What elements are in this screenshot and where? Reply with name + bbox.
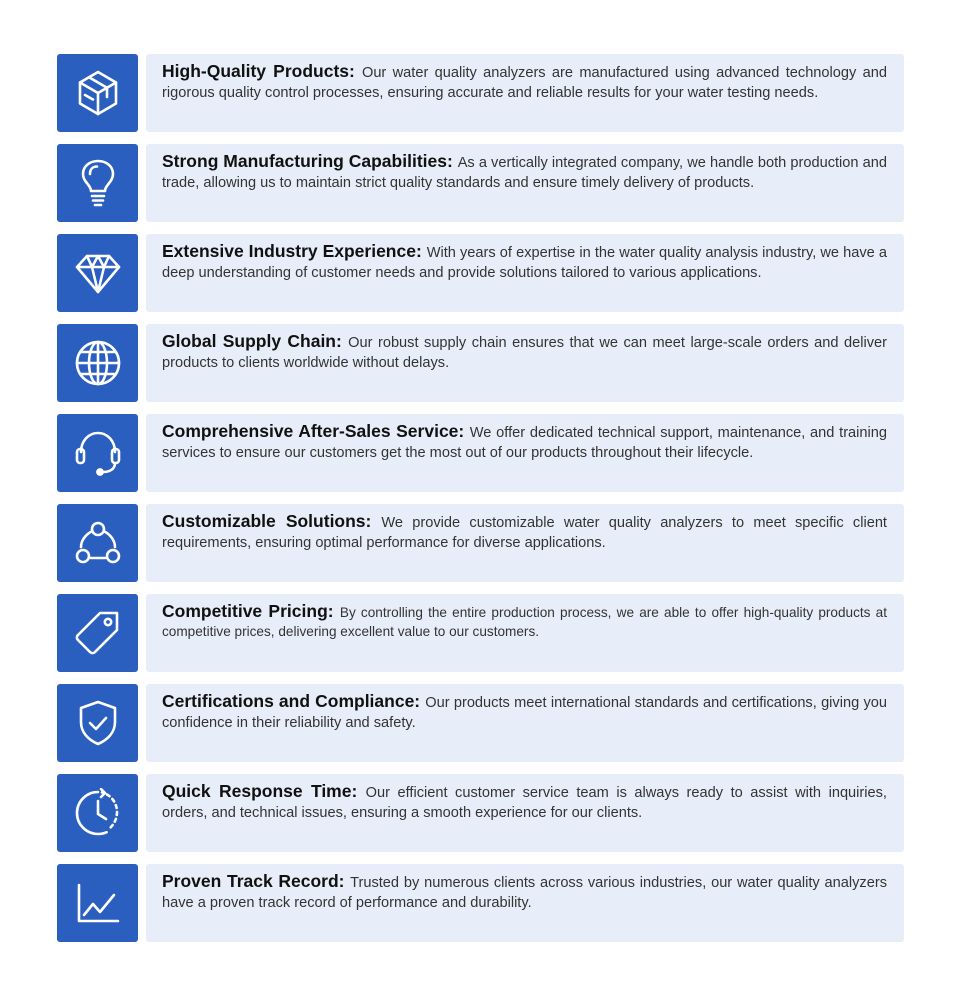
feature-description: By controlling the entire production process, we are able to offer high-quality products at competitive prices, delivering excellent value to our customers. <box>162 605 888 639</box>
feature-text <box>146 234 904 312</box>
feature-after-sales-service <box>57 414 904 492</box>
feature-text <box>146 774 904 852</box>
network-icon <box>57 504 138 582</box>
feature-text <box>146 54 904 132</box>
feature-certifications-compliance <box>57 684 904 762</box>
feature-text <box>146 684 904 762</box>
lightbulb-icon <box>57 144 138 222</box>
price-tag-icon <box>57 594 138 672</box>
feature-description: We provide customizable water quality analyzers to meet specific client requirements, ensuring optimal performance for diverse applications. <box>162 515 887 551</box>
cube-icon <box>57 54 138 132</box>
feature-description: As a vertically integrated company, we handle both production and trade, allowing us to maintain strict quality standards and ensure timely delivery of products. <box>162 155 887 191</box>
feature-title: Competitive Pricing: <box>162 601 340 621</box>
feature-description: Our water quality analyzers are manufactured using advanced technology and rigorous quality control processes, ensuring accurate and reliable results for your water testing needs. <box>162 65 887 101</box>
feature-title: Comprehensive After-Sales Service: <box>162 421 470 441</box>
feature-quick-response-time <box>57 774 904 852</box>
feature-description: Our robust supply chain ensures that we can meet large-scale orders and deliver products to clients worldwide without delays. <box>162 335 888 371</box>
feature-manufacturing-capabilities <box>57 144 904 222</box>
feature-text <box>146 324 904 402</box>
feature-title: Extensive Industry Experience: <box>162 241 427 261</box>
feature-description: We offer dedicated technical support, maintenance, and training services to ensure our customers get the most out of our products throughout their lifecycle. <box>162 425 887 461</box>
feature-title: Certifications and Compliance: <box>162 691 426 711</box>
feature-title: Quick Response Time: <box>162 781 366 801</box>
feature-proven-track-record <box>57 864 904 942</box>
feature-text <box>146 864 904 942</box>
globe-icon <box>57 324 138 402</box>
feature-title: Customizable Solutions: <box>162 511 382 531</box>
clock-icon <box>57 774 138 852</box>
feature-description: Our efficient customer service team is always ready to assist with inquiries, orders, and technical issues, ensuring a smooth experience for our clients. <box>162 785 887 821</box>
diamond-icon <box>57 234 138 312</box>
feature-description: Trusted by numerous clients across various industries, our water quality analyzers have a proven track record of performance and durability. <box>162 875 887 911</box>
feature-text <box>146 144 904 222</box>
feature-text <box>146 414 904 492</box>
feature-high-quality-products <box>57 54 904 132</box>
feature-description: Our products meet international standards and certifications, giving you confidence in their reliability and safety. <box>162 695 888 731</box>
headset-icon <box>57 414 138 492</box>
feature-title: Proven Track Record: <box>162 871 351 891</box>
feature-customizable-solutions <box>57 504 904 582</box>
feature-text <box>146 594 904 672</box>
line-chart-icon <box>57 864 138 942</box>
shield-check-icon <box>57 684 138 762</box>
feature-title: High-Quality Products: <box>162 61 362 81</box>
feature-industry-experience <box>57 234 904 312</box>
feature-text <box>146 504 904 582</box>
feature-title: Strong Manufacturing Capabilities: <box>162 151 458 171</box>
feature-competitive-pricing <box>57 594 904 672</box>
feature-title: Global Supply Chain: <box>162 331 349 351</box>
feature-global-supply-chain <box>57 324 904 402</box>
feature-description: With years of expertise in the water quality analysis industry, we have a deep understanding of customer needs and provide solutions tailored to various applications. <box>162 245 887 281</box>
features-list <box>57 54 904 954</box>
